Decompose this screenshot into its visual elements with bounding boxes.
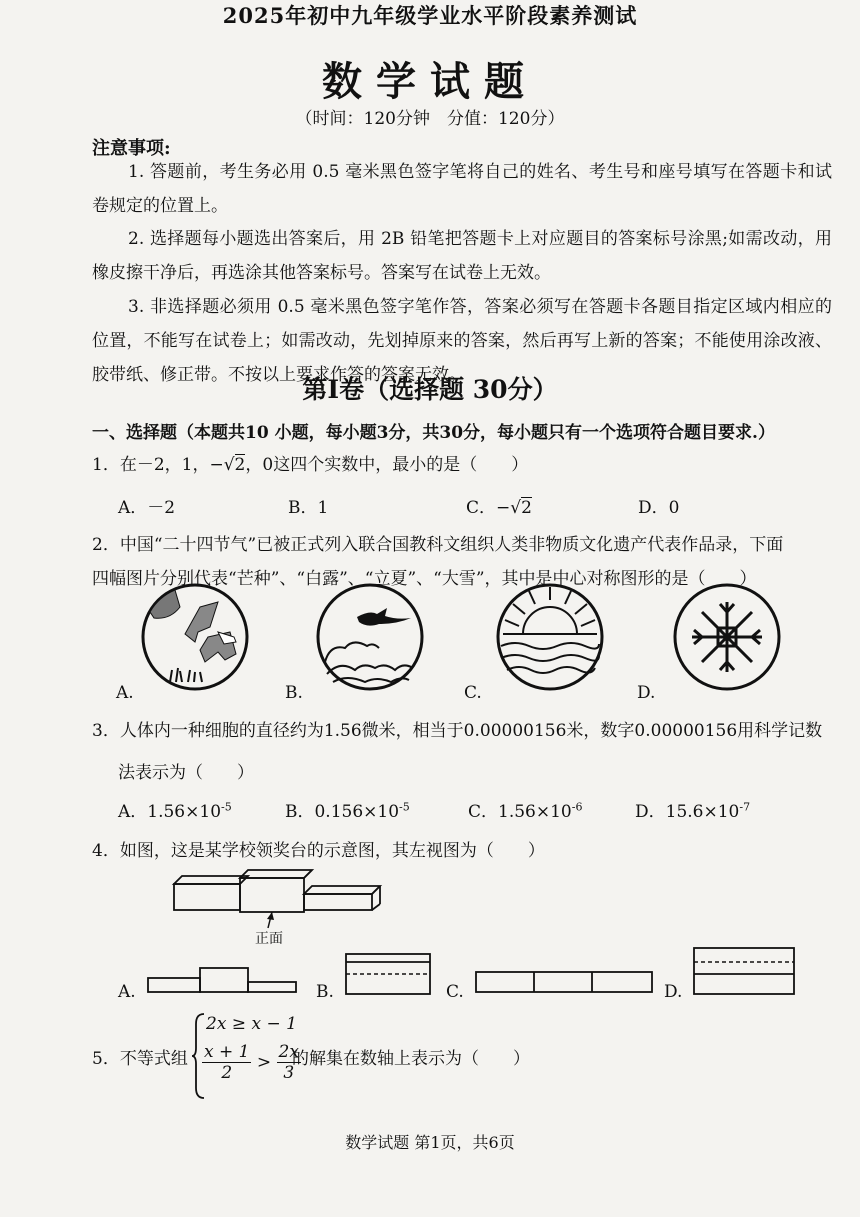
q1-option-d: D．0 bbox=[638, 498, 680, 518]
q5-fraction-2-den: 3 bbox=[283, 1063, 295, 1083]
q4-front-label: 正面 bbox=[255, 931, 283, 947]
q2-label-d: D. bbox=[637, 683, 656, 703]
q4-label-b: B. bbox=[316, 982, 334, 1002]
q1-option-c-arg: 2 bbox=[521, 498, 532, 518]
q3-option-d-exp: -7 bbox=[739, 800, 751, 814]
q2-image-c-lixia bbox=[495, 582, 605, 692]
q4-option-d-figure bbox=[692, 946, 796, 996]
q1-option-c-label: C． bbox=[466, 498, 497, 518]
q3-option-c-exp: -6 bbox=[571, 800, 583, 814]
q2-image-b-bailu bbox=[315, 582, 425, 692]
q4-option-c-figure bbox=[474, 970, 654, 994]
q3-option-d-base: D．15.6×10 bbox=[635, 802, 740, 822]
q2-label-b: B. bbox=[285, 683, 303, 703]
q4-stem: 4．如图，这是某学校领奖台的示意图，其左视图为（ ） bbox=[92, 841, 545, 861]
q4-label-d: D. bbox=[664, 982, 683, 1002]
q3-option-c-base: C．1.56×10 bbox=[468, 802, 572, 822]
q2-stem-line-1: 2．中国“二十四节气”已被正式列入联合国教科文组织人类非物质文化遗产代表作品录，下面 bbox=[92, 535, 784, 555]
subject-title: 数学试题 bbox=[322, 58, 538, 105]
notice-item-1: 1. 答题前，考生务必用 0.5 毫米黑色签字笔将自己的姓名、考生号和座号填写在答题卡和试卷规定的位置上。 bbox=[92, 162, 832, 216]
notice-item-2: 2. 选择题每小题选出答案后，用 2B 铅笔把答题卡上对应题目的答案标号涂黑;如需改动，用橡皮擦干净后，再选涂其他答案标号。答案写在试卷上无效。 bbox=[92, 229, 832, 283]
time-score: （时间：120分钟 分值：120分） bbox=[295, 109, 565, 129]
question-1-stem bbox=[92, 450, 528, 475]
q2-stem-line-2: 四幅图片分别代表“芒种”、“白露”、“立夏”、“大雪”，其中是中心对称图形的是（ ） bbox=[92, 569, 757, 589]
q3-option-b-base: B．0.156×10 bbox=[285, 802, 400, 822]
q4-label-c: C. bbox=[446, 982, 464, 1002]
q1-option-c-minus: − bbox=[496, 498, 511, 518]
q3-option-a bbox=[118, 797, 232, 822]
q1-option-b: B．1 bbox=[288, 498, 329, 518]
q5-suffix: 的解集在数轴上表示为（ ） bbox=[292, 1049, 530, 1069]
q3-stem-line-1: 3．人体内一种细胞的直径约为1.56微米，相当于0.00000156米，数字0.00000156用科学记数 bbox=[92, 721, 823, 741]
q4-option-b-figure bbox=[344, 952, 432, 996]
q1-root-arg: 2 bbox=[234, 455, 246, 475]
q3-option-a-base: A．1.56×10 bbox=[118, 802, 222, 822]
section-title: 第I卷（选择题 30分） bbox=[302, 375, 558, 404]
q5-fraction-2-num: 2x bbox=[278, 1042, 299, 1062]
q1-option-a: A．－2 bbox=[118, 498, 176, 518]
q4-option-a-figure bbox=[146, 966, 298, 996]
part-heading: 一、选择题（本题共10 小题，每小题3分，共30分，每小题只有一个选项符合题目要求.） bbox=[92, 423, 775, 443]
q1-root-symbol: √ bbox=[223, 455, 235, 475]
q5-inequality-2 bbox=[202, 1042, 301, 1083]
q3-stem-line-2: 法表示为（ ） bbox=[118, 763, 254, 783]
q2-label-a: A. bbox=[116, 683, 134, 703]
q3-option-b-exp: -5 bbox=[399, 800, 410, 814]
q3-option-c bbox=[468, 797, 582, 822]
q5-prefix: 5．不等式组 bbox=[92, 1049, 188, 1069]
q3-option-d bbox=[635, 797, 750, 822]
q1-option-c bbox=[466, 493, 532, 518]
q2-image-a-mangzhong bbox=[140, 582, 250, 692]
q5-gt-sign: > bbox=[256, 1052, 272, 1073]
q2-label-c: C. bbox=[464, 683, 482, 703]
q5-fraction-1-den: 2 bbox=[221, 1063, 233, 1083]
notice-heading: 注意事项: bbox=[92, 138, 171, 159]
q4-label-a: A. bbox=[118, 982, 136, 1002]
q3-option-b bbox=[285, 797, 410, 822]
q5-inequality-1: 2x ≥ x − 1 bbox=[206, 1014, 297, 1034]
q1-option-c-root: √ bbox=[510, 498, 522, 518]
q1-stem-start: 1．在－2，1， bbox=[92, 455, 210, 475]
q2-image-d-daxue bbox=[672, 582, 782, 692]
q5-fraction-1-num: x + 1 bbox=[204, 1042, 250, 1062]
q1-stem-end: ，0这四个实数中，最小的是（ ） bbox=[245, 455, 529, 475]
page-footer: 数学试题 第1页，共6页 bbox=[345, 1133, 515, 1152]
exam-name: 2025年初中九年级学业水平阶段素养测试 bbox=[222, 3, 638, 28]
q1-root-minus: − bbox=[209, 455, 224, 475]
q3-option-a-exp: -5 bbox=[221, 800, 232, 814]
notice-item-3: 3. 非选择题必须用 0.5 毫米黑色签字笔作答，答案必须写在答题卡各题目指定区域内相应的位置，不能写在试卷上；如需改动，先划掉原来的答案，然后再写上新的答案；不能使用涂改液、胶带纸、修正带。不按以上要求作答的答案无效。 bbox=[92, 297, 832, 385]
q5-fraction-1 bbox=[202, 1042, 251, 1083]
